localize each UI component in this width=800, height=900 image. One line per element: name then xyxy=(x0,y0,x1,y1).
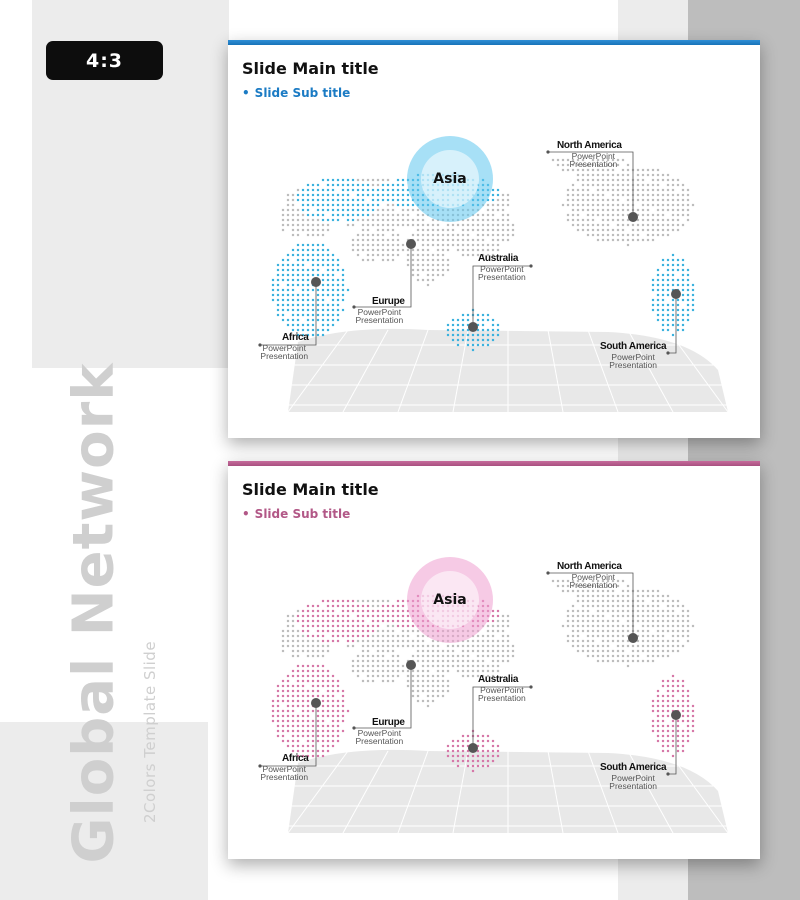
leader-end-dot-north-america xyxy=(546,571,549,574)
region-label-australia: Australia PowerPoint Presentation xyxy=(478,253,526,283)
region-label-australia: Australia PowerPoint Presentation xyxy=(478,674,526,704)
region-label-europe: Eurupe PowerPoint Presentation xyxy=(355,717,405,747)
region-label-south-america: South America PowerPoint Presentation xyxy=(600,341,667,371)
vertical-page-subtitle: 2Colors Template Slide xyxy=(141,640,159,824)
leader-end-dot-south-america xyxy=(666,772,669,775)
marker-south-america xyxy=(671,289,681,299)
marker-africa xyxy=(311,698,321,708)
slide-sub-title: • Slide Sub title xyxy=(242,507,350,521)
region-label-north-america: North America PowerPoint Presentation xyxy=(557,561,622,591)
slide-preview-blue[interactable] xyxy=(228,40,760,438)
leader-end-dot-south-america xyxy=(666,351,669,354)
vertical-page-title: Global Network xyxy=(61,362,127,864)
region-label-africa: Africa PowerPoint Presentation xyxy=(260,753,309,783)
slide-main-title: Slide Main title xyxy=(242,59,379,78)
marker-africa xyxy=(311,277,321,287)
marker-north-america xyxy=(628,212,638,222)
asia-highlight-label: Asia xyxy=(433,592,467,608)
slide-preview-pink[interactable] xyxy=(228,461,760,859)
marker-europe xyxy=(406,660,416,670)
marker-south-america xyxy=(671,710,681,720)
asia-highlight-label: Asia xyxy=(433,171,467,187)
slide-main-title: Slide Main title xyxy=(242,480,379,499)
marker-europe xyxy=(406,239,416,249)
region-label-south-america: South America PowerPoint Presentation xyxy=(600,762,667,792)
leader-end-dot-north-america xyxy=(546,150,549,153)
leader-end-dot-australia xyxy=(529,685,532,688)
leader-end-dot-australia xyxy=(529,264,532,267)
region-label-africa: Africa PowerPoint Presentation xyxy=(260,332,309,362)
marker-australia xyxy=(468,743,478,753)
region-label-north-america: North America PowerPoint Presentation xyxy=(557,140,622,170)
marker-north-america xyxy=(628,633,638,643)
aspect-ratio-badge: 4:3 xyxy=(46,41,163,80)
region-label-europe: Eurupe PowerPoint Presentation xyxy=(355,296,405,326)
marker-australia xyxy=(468,322,478,332)
slide-sub-title: • Slide Sub title xyxy=(242,86,350,100)
